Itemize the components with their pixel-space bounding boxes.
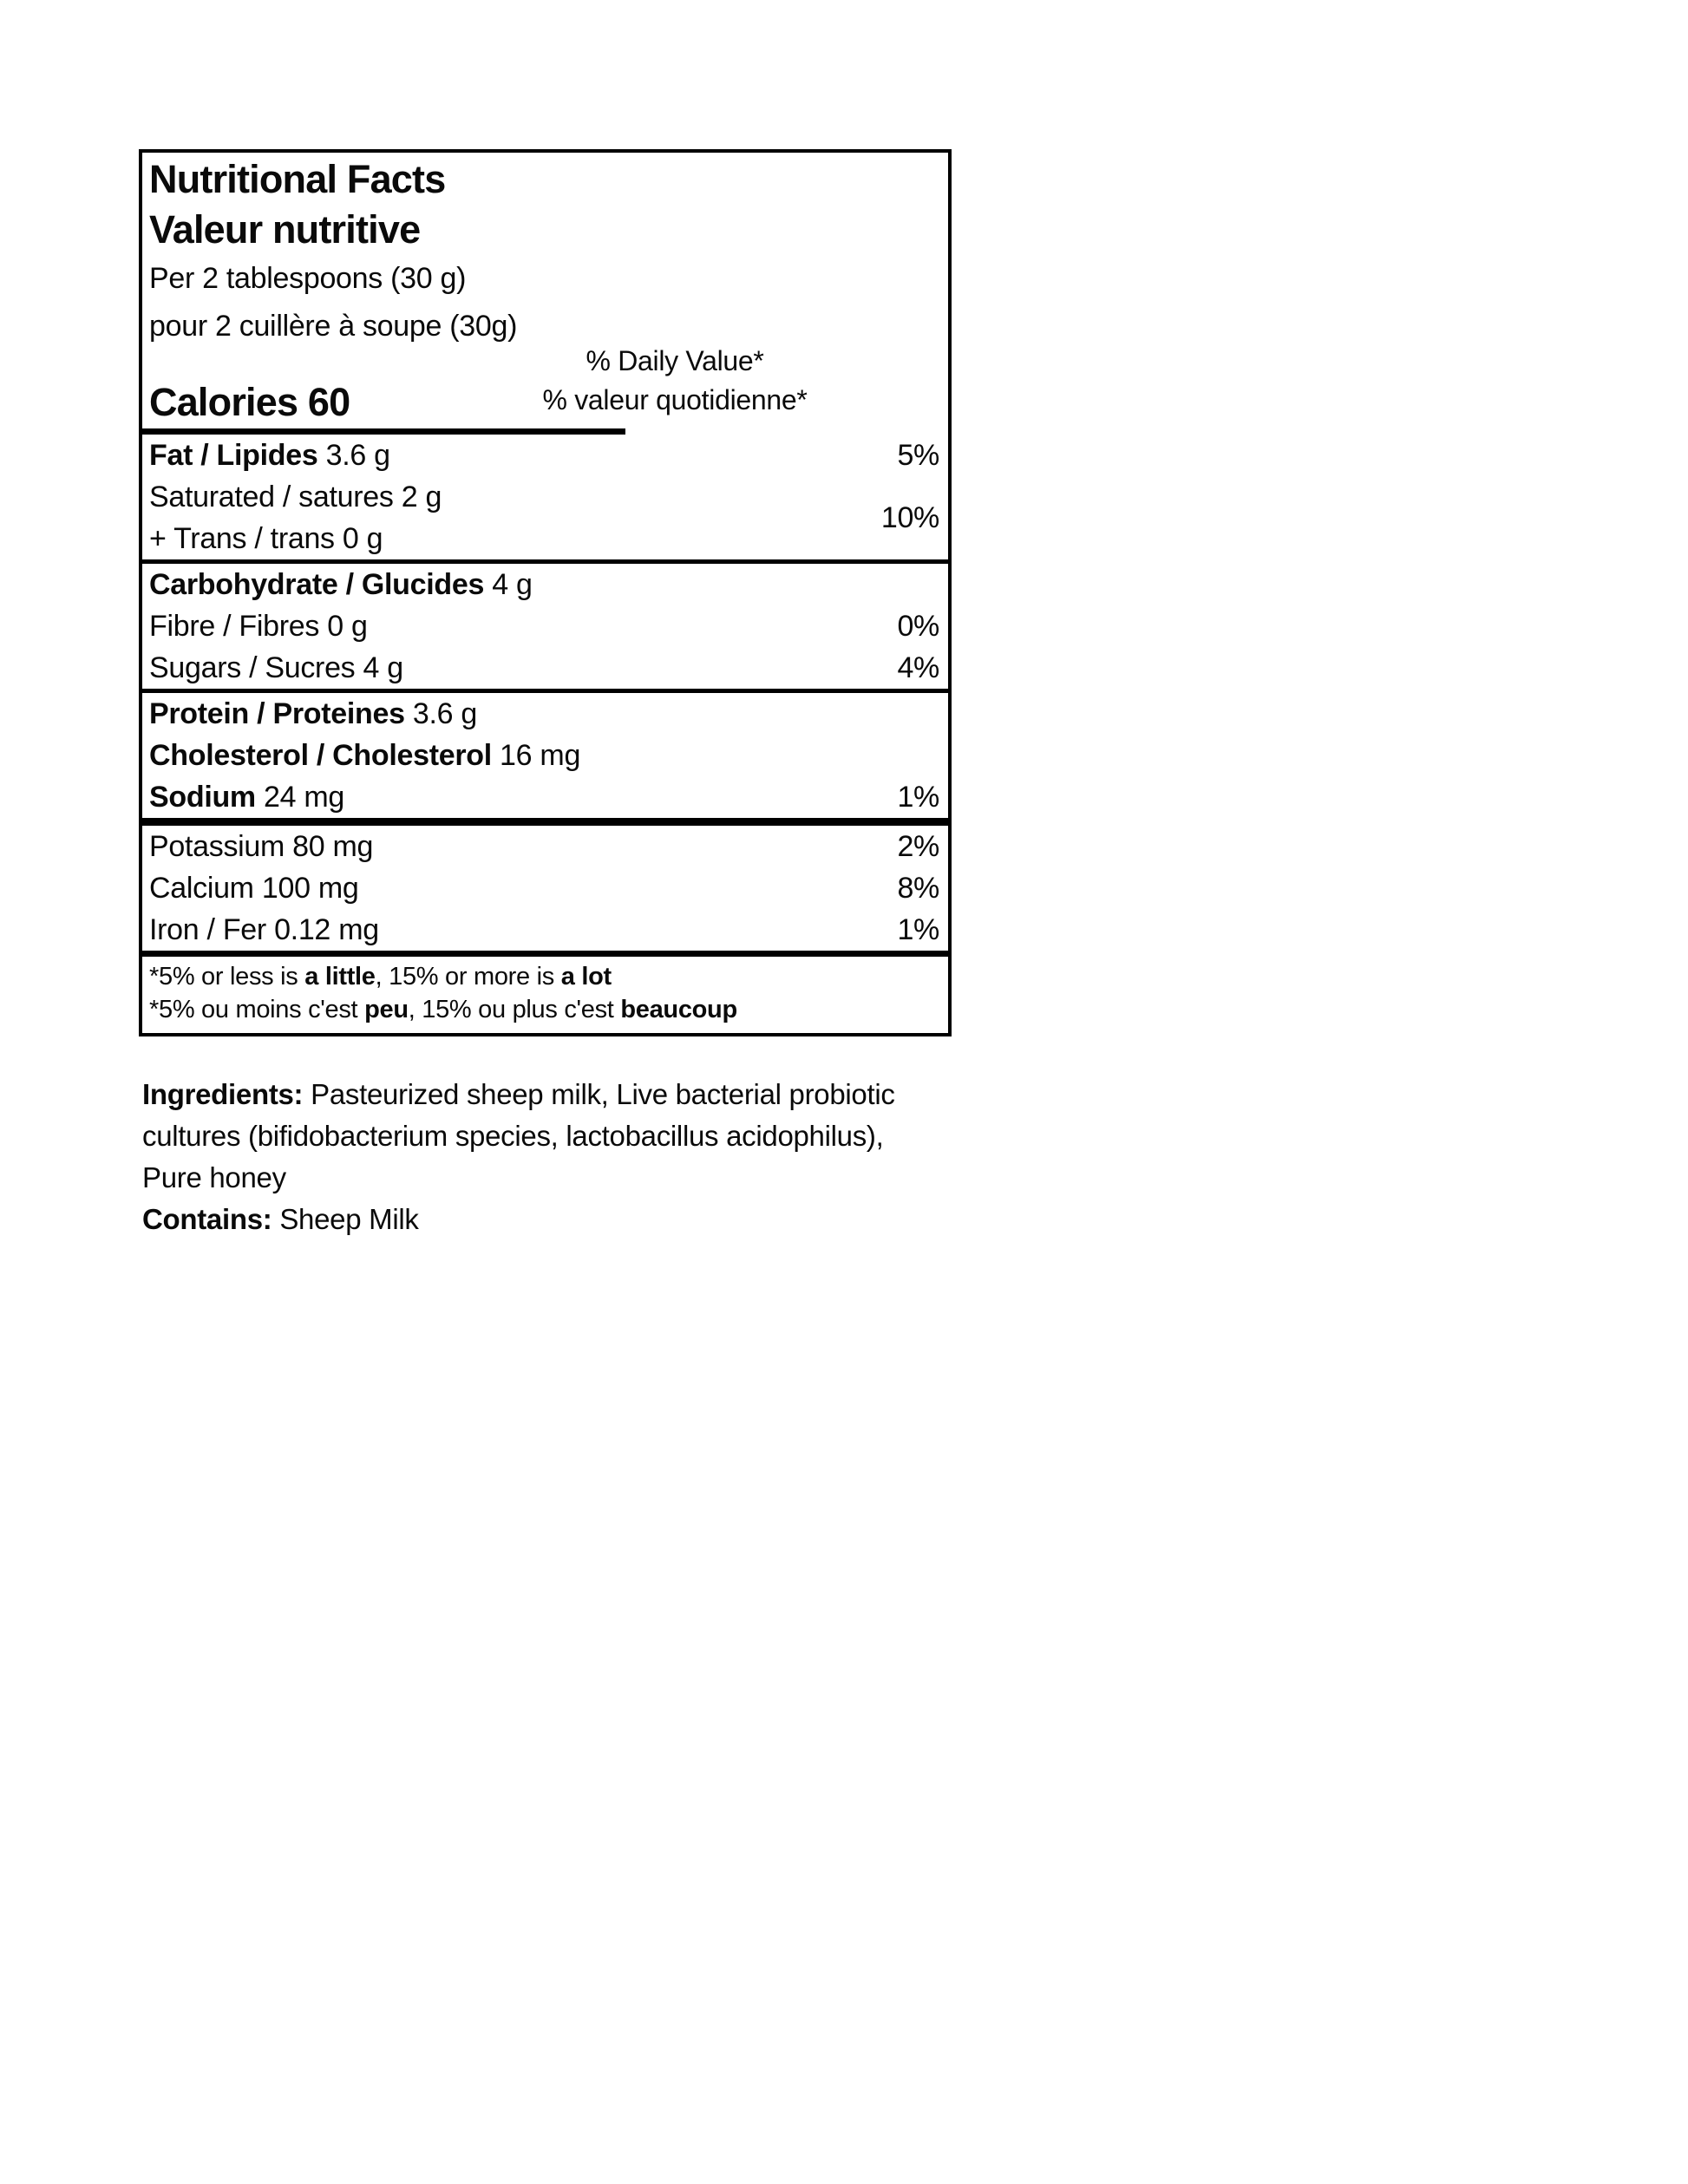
ingredients-line-3: Pure honey <box>142 1161 286 1193</box>
nutrient-name-cholesterol: Cholesterol / Cholesterol 16 mg <box>149 739 581 772</box>
daily-value-potassium: 2% <box>897 830 939 863</box>
section-divider <box>142 818 948 826</box>
nutrient-name-sugars: Sugars / Sucres 4 g <box>149 651 403 684</box>
nutrient-row-sugars <box>142 647 948 689</box>
nutrient-name-fat: Fat / Lipides 3.6 g <box>149 439 390 472</box>
saturated-trans-labels <box>149 476 442 559</box>
nutrient-name-fibre: Fibre / Fibres 0 g <box>149 610 368 643</box>
daily-value-calcium: 8% <box>897 872 939 905</box>
nutrient-name-saturated: Saturated / satures 2 g <box>149 481 442 513</box>
daily-value-fibre: 0% <box>897 610 939 643</box>
nutrient-name-iron: Iron / Fer 0.12 mg <box>149 913 379 946</box>
ingredients-section <box>142 1074 895 1240</box>
nutrient-row-saturated-trans <box>142 476 948 559</box>
nutrient-row-sodium <box>142 776 948 818</box>
nutrient-row-iron <box>142 909 948 951</box>
nutrient-row-fat <box>142 435 948 476</box>
calories-row <box>142 345 948 428</box>
daily-value-sodium: 1% <box>897 781 939 814</box>
contains-line: Contains: Sheep Milk <box>142 1203 419 1235</box>
nutrient-row-potassium <box>142 826 948 867</box>
title-french: Valeur nutritive <box>149 207 421 252</box>
calories-underline <box>142 428 625 435</box>
ingredients-line-2: cultures (bifidobacterium species, lactobacillus acidophilus), <box>142 1120 884 1152</box>
nutrient-row-calcium <box>142 867 948 909</box>
label-header <box>142 153 948 350</box>
serving-size-english: Per 2 tablespoons (30 g) <box>149 262 467 295</box>
daily-value-saturated-trans: 10% <box>880 500 939 534</box>
nutrition-facts-label <box>139 149 952 1036</box>
nutrient-name-trans: + Trans / trans 0 g <box>149 522 383 555</box>
nutrient-name-sodium: Sodium 24 mg <box>149 781 345 814</box>
footnote-french: *5% ou moins c'est peu, 15% ou plus c'est beaucoup <box>149 996 737 1023</box>
daily-value-fat: 5% <box>897 439 939 472</box>
nutrient-name-protein: Protein / Proteines 3.6 g <box>149 697 477 730</box>
footnotes <box>142 957 948 1033</box>
nutrient-name-calcium: Calcium 100 mg <box>149 872 359 905</box>
serving-size-french: pour 2 cuillère à soupe (30g) <box>149 310 518 343</box>
nutrient-name-potassium: Potassium 80 mg <box>149 830 374 863</box>
daily-value-header-english: % Daily Value* <box>586 345 764 376</box>
nutrient-name-carbohydrate: Carbohydrate / Glucides 4 g <box>149 568 533 601</box>
nutrient-row-fibre <box>142 605 948 647</box>
section-divider <box>142 951 948 957</box>
calories-value: Calories 60 <box>149 380 350 424</box>
nutrient-row-cholesterol <box>142 735 948 776</box>
nutrient-row-protein <box>142 693 948 735</box>
daily-value-iron: 1% <box>897 913 939 946</box>
daily-value-sugars: 4% <box>897 651 939 684</box>
nutrient-row-carbohydrate <box>142 564 948 605</box>
daily-value-header <box>542 342 807 420</box>
footnote-english: *5% or less is a little, 15% or more is a lot <box>149 963 612 991</box>
daily-value-header-french: % valeur quotidienne* <box>542 384 808 415</box>
ingredients-line-1: Ingredients: Pasteurized sheep milk, Live bacterial probiotic <box>142 1078 895 1110</box>
title-english: Nutritional Facts <box>149 157 446 201</box>
